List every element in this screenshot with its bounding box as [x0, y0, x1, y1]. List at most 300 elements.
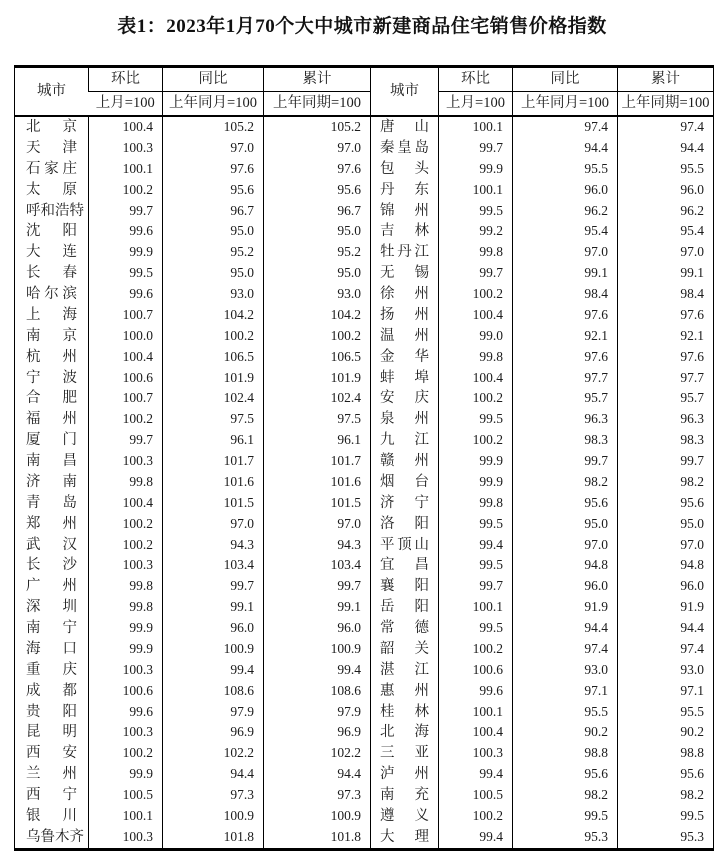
city-name-cell: 吉林: [371, 221, 439, 242]
city-name-cell: 包头: [371, 159, 439, 180]
table-row: [15, 785, 714, 806]
index-value-cell: 96.0: [513, 180, 618, 201]
table-row: [15, 116, 714, 138]
index-value-cell: 97.3: [163, 785, 264, 806]
index-value-cell: 94.4: [163, 764, 264, 785]
index-value-cell: 101.5: [163, 493, 264, 514]
header-yoy-right: 同比: [513, 67, 618, 92]
index-value-cell: 95.0: [264, 263, 371, 284]
city-name-cell: 西宁: [26, 787, 77, 803]
index-value-cell: 95.0: [163, 221, 264, 242]
index-value-cell: 99.6: [89, 221, 163, 242]
table-row: [15, 743, 714, 764]
index-value-cell: 99.8: [439, 493, 513, 514]
index-value-cell: 97.6: [513, 305, 618, 326]
table-row: [15, 576, 714, 597]
table-body: [15, 116, 714, 849]
index-value-cell: 94.4: [264, 764, 371, 785]
index-value-cell: 99.6: [89, 702, 163, 723]
index-value-cell: 99.7: [89, 430, 163, 451]
city-name-cell: 牡丹江: [371, 242, 439, 263]
city-name-cell: 徐州: [371, 284, 439, 305]
index-value-cell: 103.4: [163, 555, 264, 576]
index-value-cell: 101.8: [163, 827, 264, 849]
city-name-cell: 襄阳: [371, 576, 439, 597]
table-row: [15, 514, 714, 535]
index-value-cell: 97.0: [163, 138, 264, 159]
index-value-cell: 99.4: [439, 764, 513, 785]
city-name-cell: 扬州: [371, 305, 439, 326]
city-name-cell: 三亚: [371, 743, 439, 764]
index-value-cell: 95.6: [163, 180, 264, 201]
index-value-cell: 97.0: [618, 535, 714, 556]
index-value-cell: 100.3: [89, 451, 163, 472]
index-value-cell: 90.2: [618, 722, 714, 743]
city-name-cell: 呼和浩特: [26, 202, 84, 219]
index-value-cell: 100.2: [439, 806, 513, 827]
city-name-cell: 韶关: [371, 639, 439, 660]
city-name-cell: 沈阳: [26, 223, 77, 240]
index-value-cell: 96.3: [618, 409, 714, 430]
table-row: [15, 409, 714, 430]
city-name-cell: 兰州: [26, 766, 77, 783]
index-value-cell: 93.0: [264, 284, 371, 305]
index-value-cell: 100.2: [439, 284, 513, 305]
index-value-cell: 96.0: [618, 180, 714, 201]
table-row: [15, 180, 714, 201]
city-name-cell: 上海: [26, 306, 77, 323]
index-value-cell: 95.6: [264, 180, 371, 201]
index-value-cell: 97.3: [264, 785, 371, 806]
index-value-cell: 100.9: [163, 639, 264, 660]
city-name-cell: 石家庄: [26, 160, 77, 177]
header-mom-right: 环比: [439, 67, 513, 92]
index-value-cell: 101.9: [163, 368, 264, 389]
table-row: [15, 597, 714, 618]
index-value-cell: 106.5: [264, 347, 371, 368]
header-yoy-left: 同比: [163, 67, 264, 92]
city-name-cell: 九江: [371, 430, 439, 451]
index-value-cell: 97.0: [163, 514, 264, 535]
index-value-cell: 95.6: [618, 764, 714, 785]
index-value-cell: 103.4: [264, 555, 371, 576]
index-value-cell: 97.7: [618, 368, 714, 389]
index-value-cell: 97.9: [264, 702, 371, 723]
index-value-cell: 93.0: [513, 660, 618, 681]
index-value-cell: 105.2: [264, 116, 371, 138]
city-name-cell: 太原: [26, 181, 77, 198]
city-name-cell: 长春: [26, 265, 77, 282]
index-value-cell: 100.3: [89, 722, 163, 743]
index-value-cell: 96.2: [618, 201, 714, 222]
city-name-cell: 南宁: [26, 620, 77, 636]
index-value-cell: 96.1: [264, 430, 371, 451]
header-mom-left: 环比: [89, 67, 163, 92]
index-value-cell: 97.6: [513, 347, 618, 368]
header-mom-base-left: 上月=100: [89, 92, 163, 117]
city-name-cell: 大连: [26, 244, 77, 261]
index-value-cell: 100.1: [89, 159, 163, 180]
city-name-cell: 宜昌: [371, 555, 439, 576]
table-row: [15, 618, 714, 639]
index-value-cell: 99.7: [513, 451, 618, 472]
table-row: [15, 242, 714, 263]
index-value-cell: 99.1: [163, 597, 264, 618]
index-value-cell: 95.0: [618, 514, 714, 535]
index-value-cell: 100.2: [439, 639, 513, 660]
index-value-cell: 97.0: [513, 535, 618, 556]
index-value-cell: 95.2: [264, 242, 371, 263]
city-name-cell: 郑州: [26, 515, 77, 532]
city-name-cell: 洛阳: [371, 514, 439, 535]
city-name-cell: 银川: [26, 807, 77, 824]
index-value-cell: 97.9: [163, 702, 264, 723]
index-value-cell: 97.4: [513, 639, 618, 660]
index-value-cell: 94.4: [618, 618, 714, 639]
index-value-cell: 94.8: [513, 555, 618, 576]
city-name-cell: 秦皇岛: [371, 138, 439, 159]
index-value-cell: 95.0: [163, 263, 264, 284]
index-value-cell: 94.4: [618, 138, 714, 159]
index-value-cell: 97.0: [618, 242, 714, 263]
index-value-cell: 100.1: [439, 116, 513, 138]
index-value-cell: 98.8: [513, 743, 618, 764]
index-value-cell: 99.9: [89, 764, 163, 785]
index-value-cell: 95.0: [513, 514, 618, 535]
table-row: [15, 827, 714, 849]
city-name-cell: 常德: [371, 618, 439, 639]
city-name-cell: 岳阳: [371, 597, 439, 618]
index-value-cell: 96.9: [163, 722, 264, 743]
index-value-cell: 100.3: [89, 827, 163, 849]
index-value-cell: 108.6: [163, 681, 264, 702]
city-name-cell: 无锡: [371, 263, 439, 284]
index-value-cell: 100.6: [439, 660, 513, 681]
index-value-cell: 95.5: [618, 702, 714, 723]
index-value-cell: 96.2: [513, 201, 618, 222]
index-value-cell: 99.7: [89, 201, 163, 222]
index-value-cell: 97.4: [618, 116, 714, 138]
index-value-cell: 98.2: [513, 785, 618, 806]
index-value-cell: 101.6: [163, 472, 264, 493]
index-value-cell: 99.1: [264, 597, 371, 618]
table-row: [15, 702, 714, 723]
index-value-cell: 95.5: [513, 159, 618, 180]
index-value-cell: 95.5: [513, 702, 618, 723]
index-value-cell: 100.3: [439, 743, 513, 764]
index-value-cell: 94.3: [264, 535, 371, 556]
table-row: [15, 493, 714, 514]
index-value-cell: 97.0: [264, 514, 371, 535]
index-value-cell: 94.4: [513, 618, 618, 639]
index-value-cell: 99.9: [439, 451, 513, 472]
table-row: [15, 368, 714, 389]
table-row: [15, 722, 714, 743]
table-row: [15, 639, 714, 660]
index-value-cell: 100.0: [89, 326, 163, 347]
index-value-cell: 99.7: [439, 576, 513, 597]
index-value-cell: 98.3: [618, 430, 714, 451]
index-value-cell: 98.4: [513, 284, 618, 305]
index-value-cell: 100.3: [89, 660, 163, 681]
index-value-cell: 108.6: [264, 681, 371, 702]
index-value-cell: 95.3: [513, 827, 618, 849]
index-value-cell: 98.3: [513, 430, 618, 451]
index-value-cell: 95.5: [618, 159, 714, 180]
city-name-cell: 大理: [371, 827, 439, 849]
city-name-cell: 青岛: [26, 494, 77, 511]
index-value-cell: 102.2: [163, 743, 264, 764]
header-city-right: 城市: [371, 67, 439, 117]
index-value-cell: 99.7: [618, 451, 714, 472]
city-name-cell: 丹东: [371, 180, 439, 201]
index-value-cell: 99.5: [89, 263, 163, 284]
index-value-cell: 106.5: [163, 347, 264, 368]
city-name-cell: 烟台: [371, 472, 439, 493]
index-value-cell: 91.9: [513, 597, 618, 618]
index-value-cell: 99.8: [89, 576, 163, 597]
table-header: [15, 67, 714, 117]
table-row: [15, 764, 714, 785]
index-value-cell: 101.9: [264, 368, 371, 389]
index-value-cell: 95.7: [618, 388, 714, 409]
index-value-cell: 101.8: [264, 827, 371, 849]
index-value-cell: 94.4: [513, 138, 618, 159]
index-value-cell: 93.0: [618, 660, 714, 681]
header-city-left: 城市: [37, 83, 66, 99]
index-value-cell: 100.3: [89, 555, 163, 576]
index-value-cell: 102.2: [264, 743, 371, 764]
city-name-cell: 宁波: [26, 369, 77, 386]
index-value-cell: 100.2: [89, 180, 163, 201]
index-value-cell: 99.1: [618, 263, 714, 284]
index-value-cell: 99.8: [89, 472, 163, 493]
index-value-cell: 92.1: [618, 326, 714, 347]
index-value-cell: 99.9: [89, 639, 163, 660]
index-value-cell: 100.2: [439, 430, 513, 451]
index-value-cell: 96.0: [618, 576, 714, 597]
header-cum-right: 累计: [618, 67, 714, 92]
header-row-sub: [15, 92, 714, 117]
index-value-cell: 100.4: [89, 347, 163, 368]
index-value-cell: 91.9: [618, 597, 714, 618]
header-cum-base-right: 上年同期=100: [618, 92, 714, 117]
index-value-cell: 94.8: [618, 555, 714, 576]
index-value-cell: 99.5: [439, 514, 513, 535]
index-value-cell: 97.1: [513, 681, 618, 702]
city-name-cell: 成都: [26, 682, 77, 699]
index-value-cell: 95.6: [618, 493, 714, 514]
index-value-cell: 100.6: [89, 368, 163, 389]
index-value-cell: 100.2: [89, 535, 163, 556]
index-value-cell: 100.2: [264, 326, 371, 347]
city-name-cell: 南京: [26, 327, 77, 344]
city-name-cell: 安庆: [371, 388, 439, 409]
index-value-cell: 99.7: [439, 138, 513, 159]
table-row: [15, 284, 714, 305]
table-row: [15, 326, 714, 347]
index-value-cell: 100.2: [163, 326, 264, 347]
index-value-cell: 94.3: [163, 535, 264, 556]
index-value-cell: 96.0: [264, 618, 371, 639]
index-value-cell: 99.7: [163, 576, 264, 597]
index-value-cell: 95.4: [513, 221, 618, 242]
header-row-main: [15, 67, 714, 92]
index-value-cell: 90.2: [513, 722, 618, 743]
index-value-cell: 100.5: [89, 785, 163, 806]
city-name-cell: 唐山: [371, 116, 439, 138]
table-row: [15, 221, 714, 242]
city-name-cell: 泸州: [371, 764, 439, 785]
city-name-cell: 杭州: [26, 348, 77, 365]
city-name-cell: 济南: [26, 473, 77, 490]
index-value-cell: 99.5: [618, 806, 714, 827]
table-row: [15, 159, 714, 180]
index-value-cell: 96.0: [513, 576, 618, 597]
index-value-cell: 97.6: [163, 159, 264, 180]
index-value-cell: 104.2: [264, 305, 371, 326]
index-value-cell: 101.5: [264, 493, 371, 514]
index-value-cell: 100.4: [439, 722, 513, 743]
index-value-cell: 99.4: [264, 660, 371, 681]
city-name-cell: 乌鲁木齐: [26, 828, 84, 845]
index-value-cell: 98.2: [513, 472, 618, 493]
index-value-cell: 100.2: [439, 388, 513, 409]
index-value-cell: 100.4: [89, 493, 163, 514]
index-value-cell: 95.6: [513, 493, 618, 514]
index-value-cell: 100.9: [264, 639, 371, 660]
index-value-cell: 99.8: [439, 347, 513, 368]
city-name-cell: 济宁: [371, 493, 439, 514]
city-name-cell: 蚌埠: [371, 368, 439, 389]
index-value-cell: 97.0: [513, 242, 618, 263]
table-row: [15, 263, 714, 284]
city-name-cell: 桂林: [371, 702, 439, 723]
city-name-cell: 福州: [26, 411, 77, 428]
index-value-cell: 95.0: [264, 221, 371, 242]
header-cum-base-left: 上年同期=100: [264, 92, 371, 117]
index-value-cell: 97.6: [618, 305, 714, 326]
index-value-cell: 99.8: [439, 242, 513, 263]
city-name-cell: 北京: [26, 119, 77, 135]
city-name-cell: 温州: [371, 326, 439, 347]
index-value-cell: 99.4: [439, 535, 513, 556]
city-name-cell: 惠州: [371, 681, 439, 702]
table-row: [15, 347, 714, 368]
index-value-cell: 99.5: [439, 409, 513, 430]
index-value-cell: 97.0: [264, 138, 371, 159]
city-name-cell: 南充: [371, 785, 439, 806]
index-value-cell: 99.2: [439, 221, 513, 242]
table-row: [15, 555, 714, 576]
index-value-cell: 96.9: [264, 722, 371, 743]
index-value-cell: 96.0: [163, 618, 264, 639]
header-yoy-base-right: 上年同月=100: [513, 92, 618, 117]
city-name-cell: 重庆: [26, 661, 77, 678]
index-value-cell: 99.0: [439, 326, 513, 347]
header-cum-left: 累计: [264, 67, 371, 92]
index-value-cell: 100.6: [89, 681, 163, 702]
index-value-cell: 99.5: [439, 555, 513, 576]
index-value-cell: 100.5: [439, 785, 513, 806]
table-row: [15, 305, 714, 326]
city-name-cell: 厦门: [26, 432, 77, 449]
table-row: [15, 535, 714, 556]
index-value-cell: 99.9: [89, 242, 163, 263]
index-value-cell: 97.1: [618, 681, 714, 702]
index-value-cell: 95.7: [513, 388, 618, 409]
city-name-cell: 合肥: [26, 390, 77, 407]
price-index-table: [14, 65, 714, 851]
index-value-cell: 101.7: [163, 451, 264, 472]
index-value-cell: 99.9: [89, 618, 163, 639]
city-name-cell: 深圳: [26, 599, 77, 616]
index-value-cell: 99.4: [439, 827, 513, 849]
index-value-cell: 100.1: [439, 180, 513, 201]
index-value-cell: 99.9: [439, 159, 513, 180]
header-yoy-base-left: 上年同月=100: [163, 92, 264, 117]
index-value-cell: 96.7: [264, 201, 371, 222]
index-value-cell: 97.4: [513, 116, 618, 138]
index-value-cell: 102.4: [163, 388, 264, 409]
index-value-cell: 100.7: [89, 388, 163, 409]
city-name-cell: 南昌: [26, 453, 77, 469]
city-name-cell: 天津: [26, 139, 77, 156]
table-row: [15, 451, 714, 472]
table-row: [15, 388, 714, 409]
city-name-cell: 锦州: [371, 201, 439, 222]
index-value-cell: 101.6: [264, 472, 371, 493]
index-value-cell: 97.4: [618, 639, 714, 660]
index-value-cell: 99.1: [513, 263, 618, 284]
index-value-cell: 100.2: [89, 743, 163, 764]
index-value-cell: 98.2: [618, 785, 714, 806]
index-value-cell: 92.1: [513, 326, 618, 347]
city-name-cell: 昆明: [26, 724, 77, 741]
index-value-cell: 99.9: [439, 472, 513, 493]
index-value-cell: 100.1: [89, 806, 163, 827]
city-name-cell: 贵阳: [26, 703, 77, 720]
index-value-cell: 96.1: [163, 430, 264, 451]
index-value-cell: 97.7: [513, 368, 618, 389]
index-value-cell: 99.7: [264, 576, 371, 597]
index-value-cell: 99.5: [439, 201, 513, 222]
index-value-cell: 104.2: [163, 305, 264, 326]
table-row: [15, 472, 714, 493]
index-value-cell: 97.6: [618, 347, 714, 368]
index-value-cell: 97.5: [264, 409, 371, 430]
table-row: [15, 660, 714, 681]
index-value-cell: 95.3: [618, 827, 714, 849]
index-value-cell: 105.2: [163, 116, 264, 138]
index-value-cell: 98.8: [618, 743, 714, 764]
city-name-cell: 平顶山: [371, 535, 439, 556]
table-row: [15, 201, 714, 222]
index-value-cell: 100.4: [89, 116, 163, 138]
table-row: [15, 430, 714, 451]
city-name-cell: 武汉: [26, 536, 77, 553]
city-name-cell: 广州: [26, 578, 77, 595]
index-value-cell: 99.7: [439, 263, 513, 284]
index-value-cell: 97.6: [264, 159, 371, 180]
index-value-cell: 100.2: [89, 514, 163, 535]
index-value-cell: 99.6: [89, 284, 163, 305]
index-value-cell: 99.5: [513, 806, 618, 827]
index-value-cell: 95.4: [618, 221, 714, 242]
index-value-cell: 100.4: [439, 305, 513, 326]
header-mom-base-right: 上月=100: [439, 92, 513, 117]
index-value-cell: 99.6: [439, 681, 513, 702]
